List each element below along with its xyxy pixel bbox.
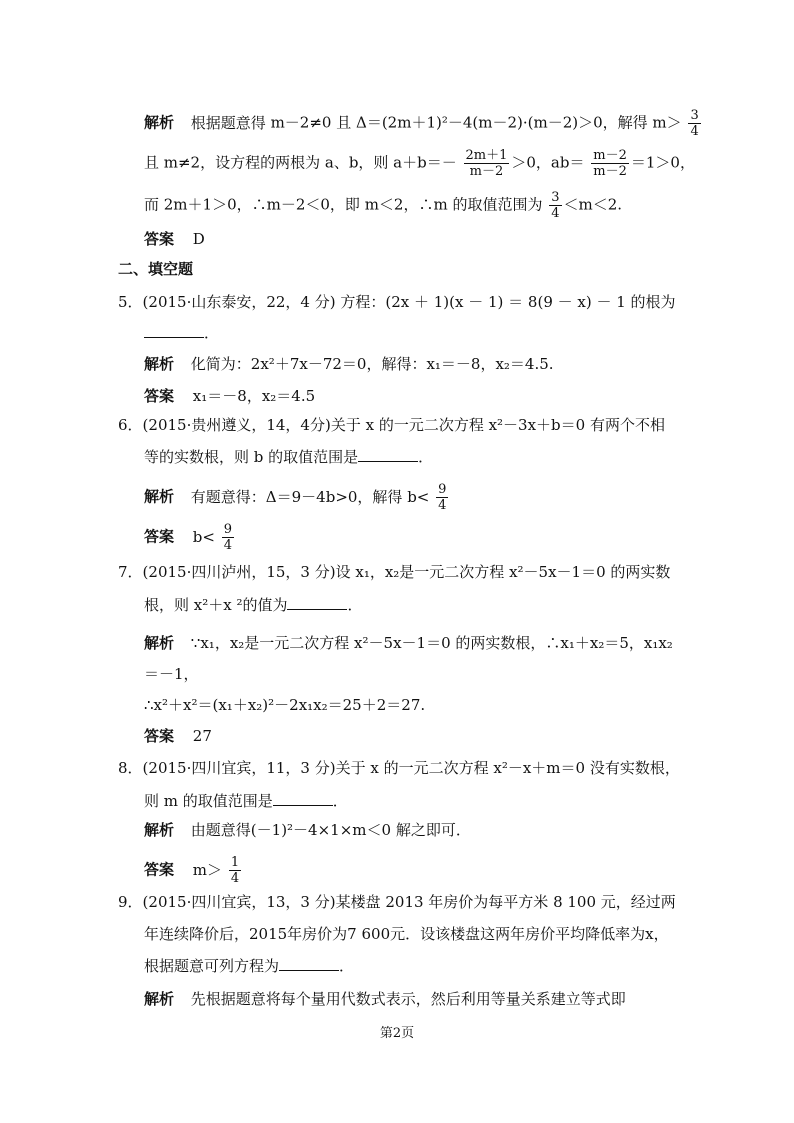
q6-answer: [144, 522, 236, 553]
item4-text: 根据题意得: [190, 113, 271, 132]
jiexi-text: 化简为：2x²＋7x－72＝0，解得：x₁＝－8，x₂＝4.5.: [190, 355, 554, 373]
q5-answer: [144, 385, 315, 407]
jiexi-label: 解析: [144, 821, 175, 839]
jiexi-text: 由题意得(－1)²－4×1×m＜0 解之即可．: [190, 821, 471, 839]
answer-blank: [144, 323, 204, 338]
daan-label: 答案: [144, 860, 175, 879]
q9-line3: 根据题意可列方程为 ．: [144, 957, 355, 975]
item4-line2: [144, 148, 695, 179]
item4-text: ＜m＜2.: [563, 195, 623, 214]
daan-label: 答案: [144, 230, 175, 248]
item4-text: 且 m≠2，设方程的两根为 a、b，则 a＋b＝－: [144, 153, 457, 172]
daan-label: 答案: [144, 527, 175, 546]
fraction-m2: $\frac{m-2}{m-2}$: [593, 148, 627, 179]
answer-blank: [279, 956, 339, 971]
q6-jiexi: [144, 482, 450, 513]
q7-line1: 7．(2015·四川泸州，15，3 分)设 x₁，x₂是一元二次方程 x²－5x－1＝0 的两实数: [118, 563, 671, 581]
q5-jiexi: [144, 353, 554, 375]
fraction-1-4: $\frac{1}{4}$: [230, 855, 240, 886]
fraction-3-4: $\frac{3}{4}$: [551, 190, 560, 221]
q9-jiexi: [144, 988, 626, 1010]
q7-jiexi2: ＝－1，: [144, 665, 199, 683]
daan-label: 答案: [144, 727, 175, 745]
answer-blank: [358, 447, 418, 462]
q7-answer: [144, 725, 212, 747]
jiexi-text: ∵x₁，x₂是一元二次方程 x²－5x－1＝0 的两实数根，∴x₁＋x₂＝5，x₁x₂: [190, 634, 673, 652]
daan-label: 答案: [144, 387, 175, 405]
answer-value: m＞: [192, 860, 223, 879]
answer-value: x₁＝－8，x₂＝4.5: [192, 387, 316, 405]
jiexi-label: 解析: [144, 113, 175, 132]
answer-value: 27: [192, 727, 212, 745]
item4-answer: [144, 228, 205, 250]
item4-text: m－2≠0 且 Δ＝(2m＋1)²－4(m－2)·(m－2)＞0，解得 m＞: [270, 113, 682, 132]
jiexi-text: 先根据题意将每个量用代数式表示，然后利用等量关系建立等式即: [190, 990, 626, 1008]
q7-line2: 根，则 x²＋x ²的值为 ．: [144, 596, 363, 614]
answer-blank: [287, 595, 347, 610]
answer-blank: [273, 791, 333, 806]
q6-line2: 等的实数根，则 b 的取值范围是 ．: [144, 448, 434, 466]
q7-jiexi3: ∴x²＋x²＝(x₁＋x₂)²－2x₁x₂＝25＋2＝27.: [144, 696, 426, 714]
q8-answer: [144, 855, 243, 886]
q6-line1: 6．(2015·贵州遵义，14，4分)关于 x 的一元二次方程 x²－3x＋b＝0 有两个不相: [118, 416, 665, 434]
jiexi-label: 解析: [144, 355, 175, 373]
answer-value: D: [192, 230, 205, 248]
q5-text: 5．(2015·山东泰安，22，4 分) 方程：(2x ＋ 1)(x － 1) ＝ 8(9 － x) － 1 的根为: [118, 293, 676, 311]
fraction-3-4: $\frac{3}{4}$: [690, 108, 699, 139]
jiexi-label: 解析: [144, 487, 175, 506]
q5-blank-line: ．: [144, 322, 219, 344]
jiexi-label: 解析: [144, 634, 175, 652]
q8-line1: 8．(2015·四川宜宾，11，3 分)关于 x 的一元二次方程 x²－x＋m＝0 没有实数根，: [118, 759, 680, 777]
answer-value: b<: [192, 527, 215, 546]
q9-line2: 年连续降价后，2015年房价为7 600元．设该楼盘这两年房价平均降低率为x，: [144, 925, 669, 943]
item4-text: ＝1＞0，: [630, 153, 695, 172]
q8-line2: 则 m 的取值范围是 ．: [144, 792, 348, 810]
jiexi-label: 解析: [144, 990, 175, 1008]
q7-jiexi1: [144, 632, 673, 654]
fraction-9-4: $\frac{9}{4}$: [223, 522, 233, 553]
page-number: 第2页: [379, 1026, 415, 1041]
item4-text: ＞0，ab＝: [511, 153, 585, 172]
jiexi-text: 有题意得：Δ＝9－4b>0，解得 b<: [190, 487, 430, 506]
item4-line3: [144, 190, 622, 221]
item4-text: 而 2m＋1＞0，∴m－2＜0，即 m＜2，∴m 的取值范围为: [144, 195, 543, 214]
q8-jiexi: [144, 819, 471, 841]
fraction-9-4: $\frac{9}{4}$: [438, 482, 447, 513]
fraction-2m1: $\frac{2m+1}{m-2}$: [465, 148, 508, 179]
section-title: 二、填空题: [118, 260, 194, 278]
item4-line1: [144, 108, 703, 139]
q9-line1: 9．(2015·四川宜宾，13，3 分)某楼盘 2013 年房价为每平方米 8 100 元，经过两: [118, 893, 676, 911]
